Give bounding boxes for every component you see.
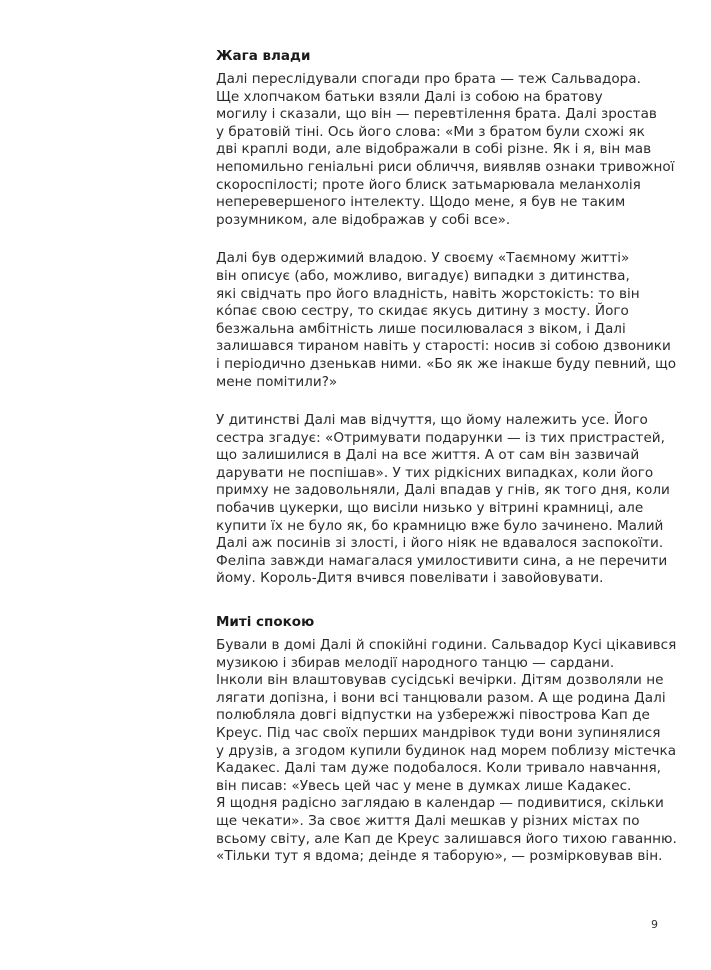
text-line: побачив цукерки, що висіли низько у вітрині крамниці, але bbox=[216, 500, 644, 517]
text-line: дарувати не поспішав». У тих рідкісних випадках, коли його bbox=[216, 464, 654, 481]
text-line: Бували в домі Далі й спокійні години. Сальвадор Кусі цікавився bbox=[216, 637, 677, 654]
text-line: Я щодня радісно заглядаю в календар — подивитися, скільки bbox=[216, 795, 664, 812]
text-line: сестра згадує: «Отримувати подарунки — із тих пристрастей, bbox=[216, 429, 665, 446]
text-line: Феліпа завжди намагалася умилостивити сина, а не перечити bbox=[216, 552, 668, 569]
text-line: ще чекати». За своє життя Далі мешкав у різних містах по bbox=[216, 812, 640, 829]
text-line: Далі був одержимий владою. У своєму «Таємному житті» bbox=[216, 250, 630, 267]
text-line: у друзів, а згодом купили будинок над морем поблизу містечка bbox=[216, 742, 677, 759]
text-line: Ще хлопчаком батьки взяли Далі із собою на братову bbox=[216, 88, 603, 105]
text-line: примху не задовольняли, Далі впадав у гнів, як того дня, коли bbox=[216, 482, 670, 499]
text-line: дві краплі води, але відображали в собі різне. Як і я, він мав bbox=[216, 141, 652, 158]
text-line: що залишилися в Далі на все життя. А от сам він зазвичай bbox=[216, 447, 640, 464]
text-line: у братовій тіні. Ось його слова: «Ми з братом були схожі як bbox=[216, 123, 645, 140]
paragraph bbox=[216, 250, 677, 391]
text-line: Далі переслідували спогади про брата — теж Сальвадора. bbox=[216, 71, 641, 87]
text-line: лягати допізна, і вони всі танцювали разом. А ще родина Далі bbox=[216, 689, 666, 706]
text-line: він описує (або, можливо, вигадує) випадки з дитинства, bbox=[216, 267, 630, 284]
section-heading-moments-of-peace: Миті спокою bbox=[216, 614, 315, 631]
text-line: і періодично дзенькав ними. «Бо як же інакше буду певний, що bbox=[216, 355, 677, 372]
text-line: мене помітили?» bbox=[216, 373, 338, 390]
text-line: залишався тираном навіть у старості: носив зі собою дзвоники bbox=[216, 338, 671, 355]
text-line: йому. Король-Дитя вчився повелівати і завойовувати. bbox=[216, 570, 604, 587]
paragraph bbox=[216, 637, 677, 866]
text-line: неперевершеного інтелекту. Щодо мене, я був не таким bbox=[216, 194, 626, 211]
text-line: всьому світу, але Кап де Креус залишався його тихою гаванню. bbox=[216, 830, 677, 847]
text-line: непомильно геніальні риси обличчя, виявляв ознаки тривожної bbox=[216, 158, 675, 175]
text-line: «Тільки тут я вдома; деінде я таборую», — розмірковував він. bbox=[216, 848, 663, 865]
paragraph bbox=[216, 412, 670, 588]
text-line: У дитинстві Далі мав відчуття, що йому належить усе. Його bbox=[216, 412, 648, 429]
text-line: які свідчать про його владність, навіть жорстокість: то він bbox=[216, 285, 640, 302]
text-line: Кадакес. Далі там дуже подобалося. Коли тривало навчання, bbox=[216, 760, 661, 777]
text-line: розумником, але відображав у собі все». bbox=[216, 211, 511, 228]
text-line: полюбляла довгі відпустки на узбережжі півострова Кап де bbox=[216, 707, 650, 724]
text-line: ко́пає свою сестру, то скидає якусь дитину з мосту. Його bbox=[216, 303, 629, 320]
text-line: скороспілості; проте його блиск затьмарювала меланхолія bbox=[216, 176, 641, 193]
text-line: музикою і збирав мелодії народного танцю — сардани. bbox=[216, 654, 615, 671]
text-line: безжальна амбітність лише посилювалася з віком, і Далі bbox=[216, 320, 626, 337]
text-line: Креус. Під час своїх перших мандрівок туди вони зупинялися bbox=[216, 725, 661, 741]
text-line: купити їх не було як, бо крамницю вже було зачинено. Малий bbox=[216, 517, 664, 534]
page-number: 9 bbox=[651, 918, 658, 931]
section-body-thirst-for-power bbox=[216, 71, 677, 588]
section-heading-thirst-for-power: Жага влади bbox=[216, 48, 311, 64]
page-content bbox=[216, 47, 677, 887]
text-line: він писав: «Увесь цей час у мене в думках лише Кадакес. bbox=[216, 777, 632, 794]
paragraph bbox=[216, 71, 675, 229]
text-line: могилу і сказали, що він — перевтілення брата. Далі зростав bbox=[216, 106, 657, 123]
text-line: Інколи він влаштовував сусідські вечірки. Дітям дозволяли не bbox=[216, 672, 664, 689]
text-line: Далі аж посинів зі злості, і його ніяк не вдавалося заспокоїти. bbox=[216, 535, 664, 552]
section-body-moments-of-peace bbox=[216, 637, 677, 866]
